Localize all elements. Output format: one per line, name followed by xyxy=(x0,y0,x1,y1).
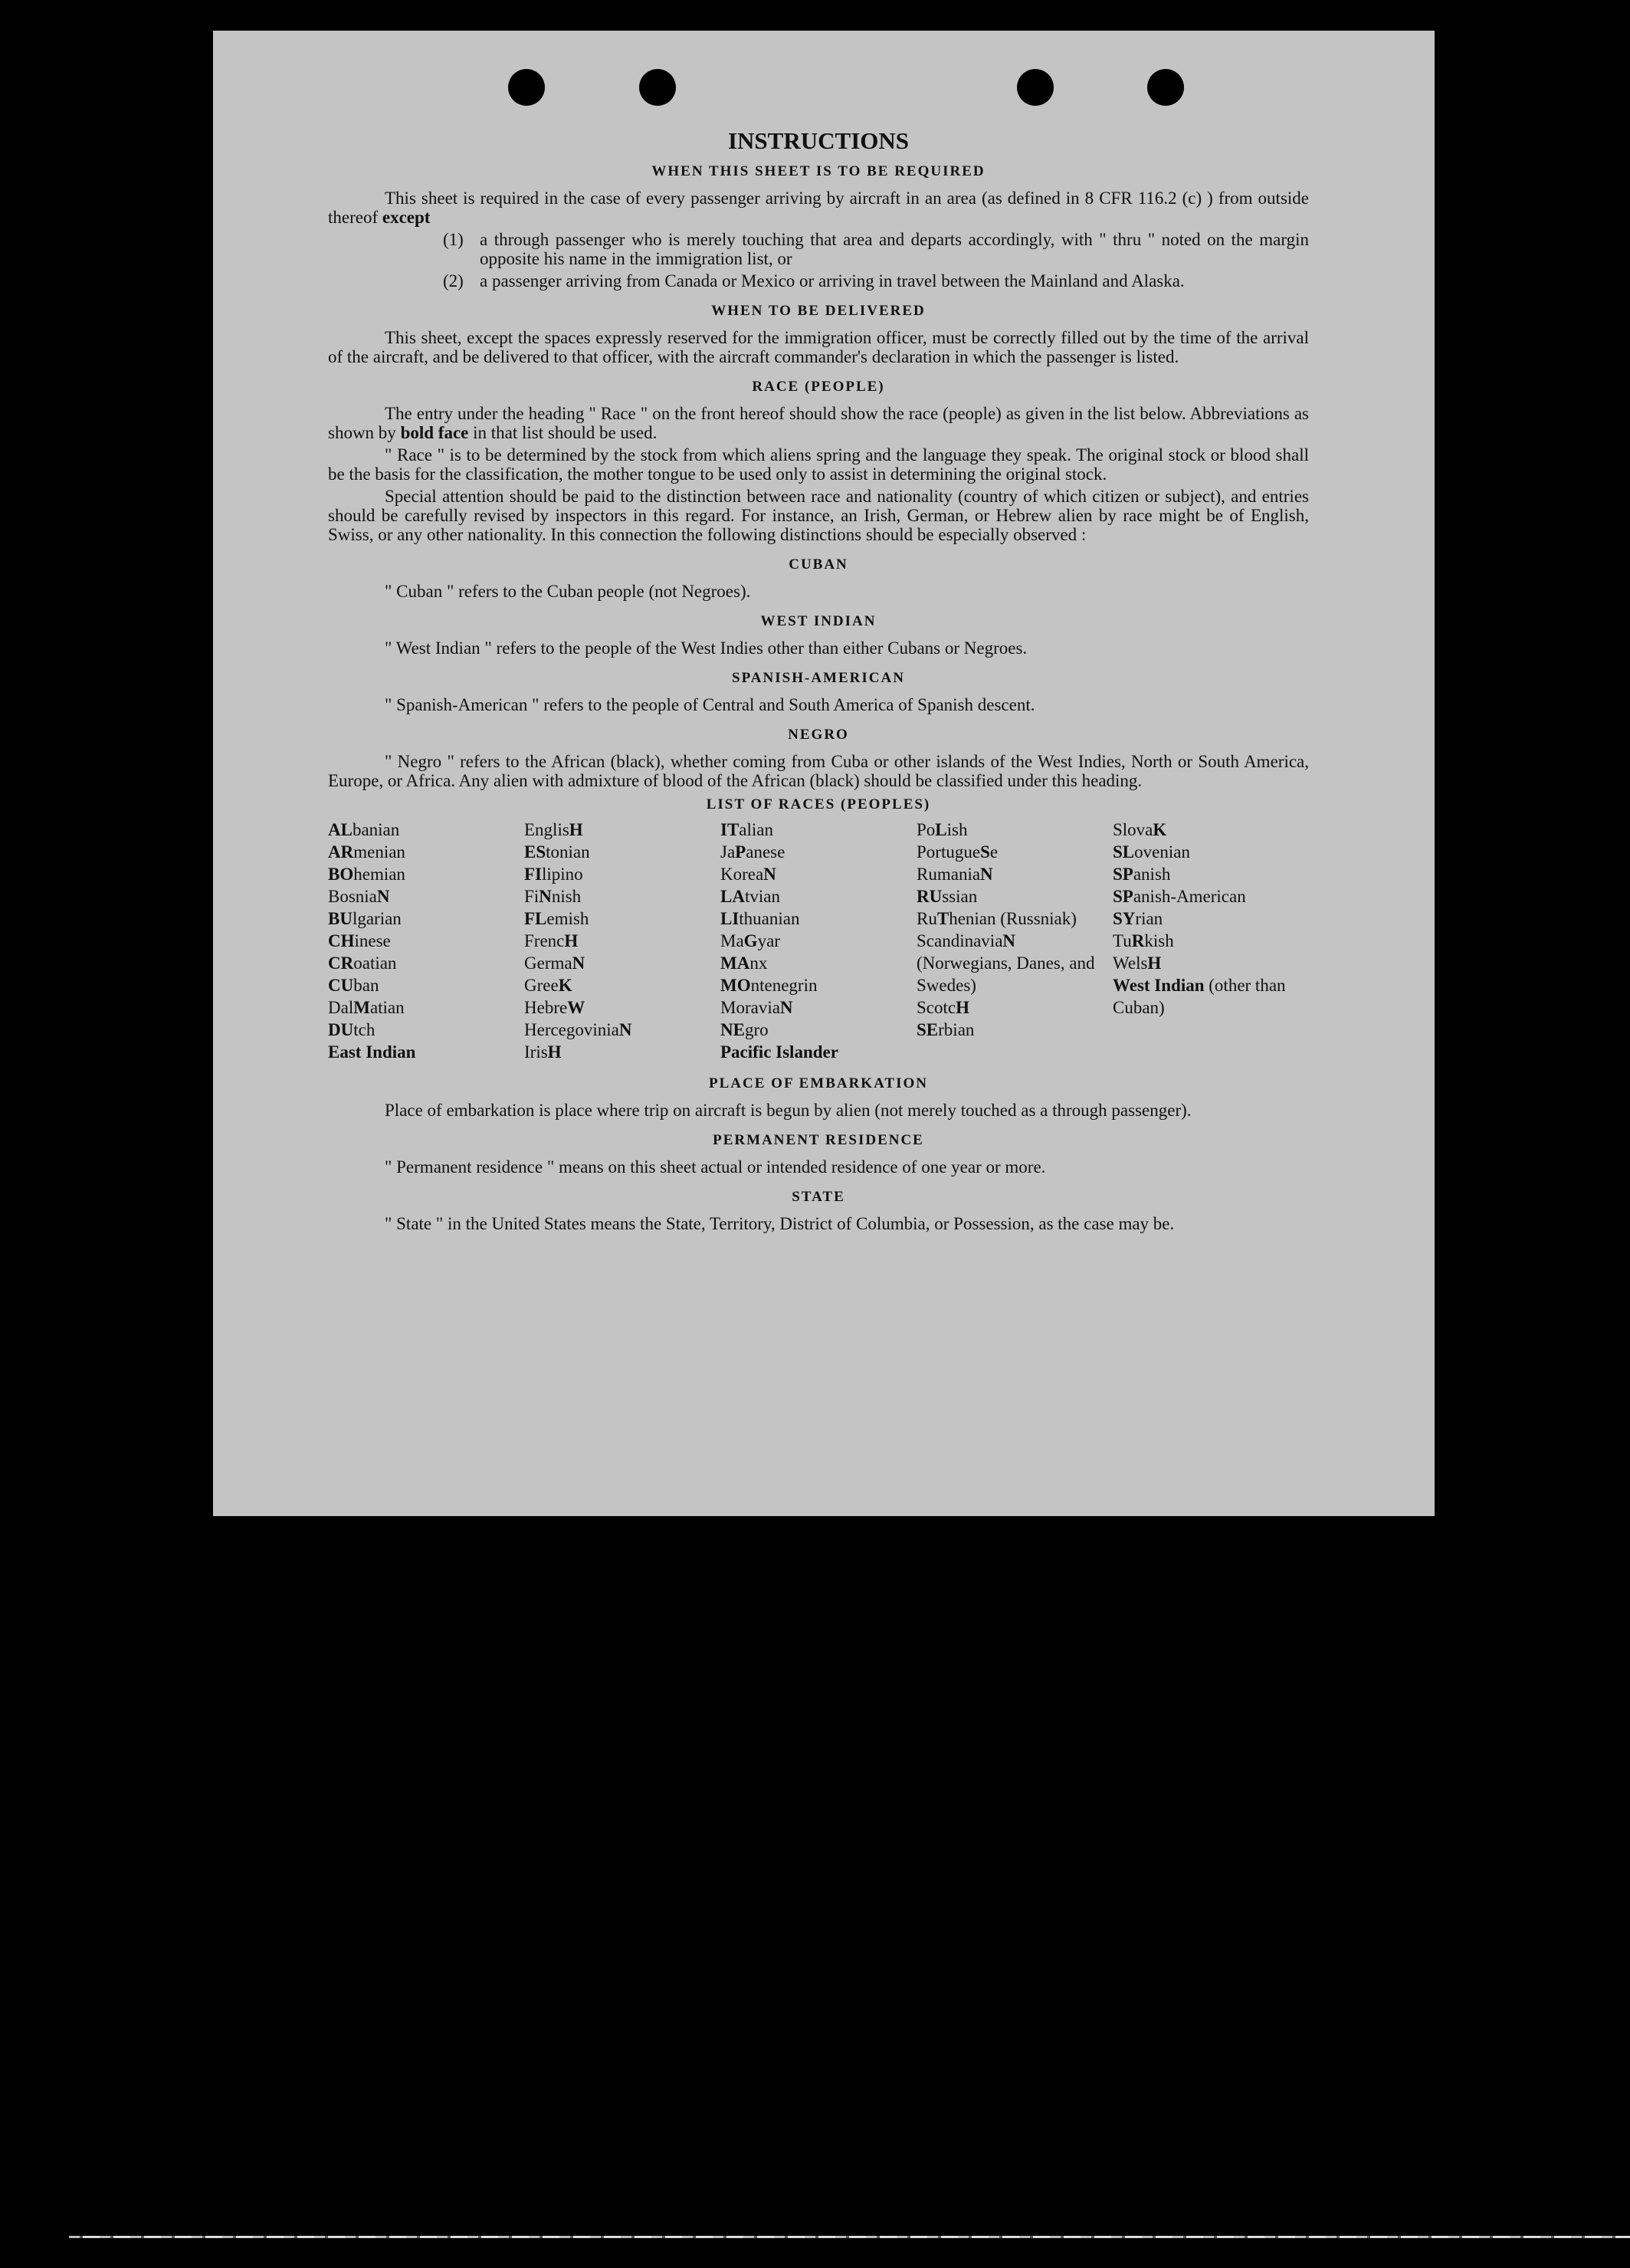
document-sheet xyxy=(213,31,1435,1516)
race-entry: HebreW xyxy=(524,998,585,1017)
race-entry: MOntenegrin xyxy=(720,976,818,995)
race-entry: SPanish-American xyxy=(1113,887,1246,906)
required-intro: This sheet is required in the case of every passenger arriving by aircraft in an area (as defined in 8 CFR 116.2 (c) ) from outside thereof except xyxy=(328,189,1309,227)
race-entry: IrisH xyxy=(524,1042,562,1062)
heading-state: STATE xyxy=(792,1189,845,1205)
heading-embarkation: PLACE OF EMBARKATION xyxy=(709,1075,928,1091)
race-entry: JaPanese xyxy=(720,842,785,862)
west-indian-text: " West Indian " refers to the people of the West Indies other than either Cubans or Negroes. xyxy=(385,638,1028,658)
delivered-text: This sheet, except the spaces expressly reserved for the immigration officer, must be correctly filled out by the time of the arrival of the aircraft, and be delivered to that officer, with the aircraft commander's declaration in which the passenger is listed. xyxy=(328,328,1309,366)
race-entry: ScotcH xyxy=(917,998,969,1017)
race-entry: ScandinaviaN (Norwegians, Danes, and Swedes) xyxy=(917,931,1095,995)
race-entry: FIlipino xyxy=(524,865,583,884)
race-entry: KoreaN xyxy=(720,865,776,884)
permanent-residence-text: " Permanent residence " means on this sheet actual or intended residence of one year or more. xyxy=(385,1157,1046,1177)
race-entry: RUssian xyxy=(917,887,978,906)
race-entry: BUlgarian xyxy=(328,909,402,928)
heading-permanent-residence: PERMANENT RESIDENCE xyxy=(713,1132,924,1148)
race-entry: HercegoviniaN xyxy=(524,1020,632,1039)
race-entry: West Indian (other than Cuban) xyxy=(1113,976,1286,1017)
spanish-american-text: " Spanish-American " refers to the people of Central and South America of Spanish descent. xyxy=(385,695,1035,714)
race-entry: FrencH xyxy=(524,931,579,950)
heading-west-indian: WEST INDIAN xyxy=(760,613,877,629)
scan-edge-line xyxy=(69,2236,1630,2238)
state-text: " State " in the United States means the State, Territory, District of Columbia, or Possession, as the case may be. xyxy=(385,1214,1175,1233)
race-entry: EStonian xyxy=(524,842,590,862)
race-entry: TuRkish xyxy=(1113,931,1174,950)
race-entry: SYrian xyxy=(1113,909,1163,928)
race-entry: FiNnish xyxy=(524,887,582,906)
race-entry: East Indian xyxy=(328,1042,416,1062)
race-entry: Pacific Islander xyxy=(720,1042,838,1062)
heading-cuban: CUBAN xyxy=(789,556,848,573)
race-paragraph-1: The entry under the heading " Race " on the front hereof should show the race (people) as given in the list below. Abbreviations as shown by bold face in that list should be used. xyxy=(328,404,1309,442)
heading-required: WHEN THIS SHEET IS TO BE REQUIRED xyxy=(651,163,986,179)
race-entry: SPanish xyxy=(1113,865,1171,884)
heading-race: RACE (PEOPLE) xyxy=(752,379,885,395)
race-entry: DalMatian xyxy=(328,998,405,1017)
race-entry: MAnx xyxy=(720,953,768,973)
race-entry: NEgro xyxy=(720,1020,769,1039)
race-entry: WelsH xyxy=(1113,953,1162,973)
race-entry: SLovenian xyxy=(1113,842,1190,862)
race-entry: FLemish xyxy=(524,909,589,928)
punch-hole xyxy=(1017,69,1054,106)
punch-hole xyxy=(639,69,676,106)
cuban-text: " Cuban " refers to the Cuban people (not Negroes). xyxy=(385,582,751,601)
race-entry: CRoatian xyxy=(328,953,397,973)
required-item: (1) a through passenger who is merely touching that area and departs accordingly, with " thru " noted on the margin opposite his name in the immigration list, or xyxy=(443,230,1309,268)
race-entry: ARmenian xyxy=(328,842,405,862)
race-entry: DUtch xyxy=(328,1020,376,1039)
race-entry: EnglisH xyxy=(524,820,583,839)
race-entry: PortugueSe xyxy=(917,842,999,862)
heading-spanish-american: SPANISH-AMERICAN xyxy=(732,670,905,686)
heading-negro: NEGRO xyxy=(788,727,849,743)
races-column xyxy=(328,819,524,1063)
race-entry: ALbanian xyxy=(328,820,400,839)
instructions-content xyxy=(328,126,1309,1236)
required-item: (2) a passenger arriving from Canada or Mexico or arriving in travel between the Mainland and Alaska. xyxy=(443,271,1185,290)
embarkation-text: Place of embarkation is place where trip on aircraft is begun by alien (not merely touched as a through passenger). xyxy=(385,1101,1192,1120)
race-entry: GermaN xyxy=(524,953,585,973)
races-column xyxy=(1113,819,1309,1063)
negro-text: " Negro " refers to the African (black), whether coming from Cuba or other islands of the West Indies, North or South America, Europe, or Africa. Any alien with admixture of blood of the African (black) should be classified under this heading. xyxy=(328,752,1309,790)
races-column xyxy=(720,819,917,1063)
race-entry: CUban xyxy=(328,976,379,995)
heading-races-list: LIST OF RACES (PEOPLES) xyxy=(706,796,931,812)
punch-hole xyxy=(1147,69,1184,106)
race-entry: BOhemian xyxy=(328,865,405,884)
race-entry: GreeK xyxy=(524,976,572,995)
race-entry: MoraviaN xyxy=(720,998,793,1017)
race-entry: CHinese xyxy=(328,931,391,950)
race-entry: LIthuanian xyxy=(720,909,800,928)
races-column xyxy=(524,819,720,1063)
heading-delivered: WHEN TO BE DELIVERED xyxy=(711,303,926,319)
race-paragraph-2: " Race " is to be determined by the stock from which aliens spring and the language they speak. The original stock or blood shall be the basis for the classification, the mother tongue to be used only to assist in determining the original stock. xyxy=(328,445,1309,484)
page-title: INSTRUCTIONS xyxy=(727,127,909,154)
race-entry: RumaniaN xyxy=(917,865,993,884)
race-entry: LAtvian xyxy=(720,887,780,906)
race-entry: MaGyar xyxy=(720,931,780,950)
race-entry: BosniaN xyxy=(328,887,390,906)
race-entry: ITalian xyxy=(720,820,773,839)
races-column xyxy=(917,819,1113,1063)
race-entry: PoLish xyxy=(917,820,968,839)
race-entry: SErbian xyxy=(917,1020,975,1039)
race-entry: SlovaK xyxy=(1113,820,1167,839)
race-paragraph-3: Special attention should be paid to the distinction between race and nationality (country of which citizen or subject), and entries should be carefully revised by inspectors in this regard. For instance, an Irish, German, or Hebrew alien by race might be of English, Swiss, or any other nationality. In this connection the following distinctions should be especially observed : xyxy=(328,487,1309,544)
except-bold: except xyxy=(382,208,431,227)
race-entry: RuThenian (Russniak) xyxy=(917,909,1077,928)
punch-hole xyxy=(508,69,545,106)
races-list xyxy=(328,819,1309,1063)
